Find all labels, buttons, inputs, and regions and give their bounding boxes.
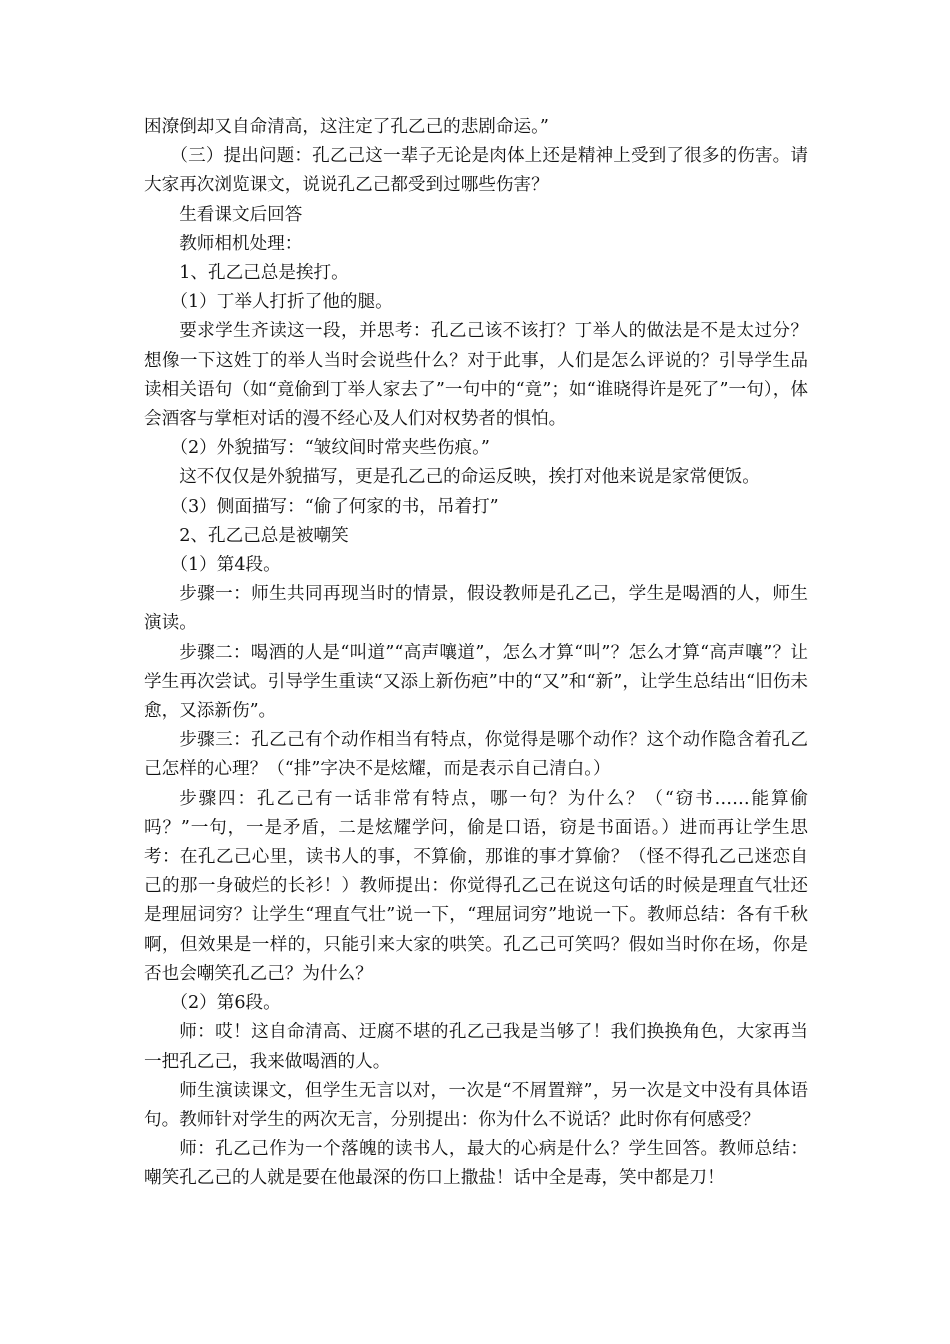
paragraph: 师：哎！这自命清高、迂腐不堪的孔乙己我是当够了！我们换换角色，大家再当一把孔乙己，我来做喝酒的人。 bbox=[144, 1022, 808, 1072]
list-heading: 2、孔乙己总是被嘲笑 bbox=[179, 525, 349, 546]
sub-heading: （1）第4段。 bbox=[170, 555, 281, 576]
paragraph: 这不仅仅是外貌描写，更是孔乙己的命运反映，挨打对他来说是家常便饭。 bbox=[179, 467, 760, 488]
document-page bbox=[144, 113, 808, 1194]
paragraph: （三）提出问题：孔乙己这一辈子无论是肉体上还是精神上受到了很多的伤害。请大家再次浏览课文，说说孔乙己都受到过哪些伤害？ bbox=[144, 146, 808, 196]
paragraph: 生看课文后回答 bbox=[179, 204, 303, 225]
paragraph: 步骤三：孔乙己有个动作相当有特点，你觉得是哪个动作？这个动作隐含着孔乙己怎样的心理？（“排”字决不是炫耀，而是表示自己清白。） bbox=[144, 730, 808, 780]
paragraph: 师：孔乙己作为一个落魄的读书人，最大的心病是什么？学生回答。教师总结：嘲笑孔乙己的人就是要在他最深的伤口上撒盐！话中全是毒，笑中都是刀！ bbox=[144, 1139, 808, 1189]
sub-heading: （1）丁举人打折了他的腿。 bbox=[170, 292, 393, 313]
paragraph: 师生演读课文，但学生无言以对，一次是“不屑置辩”，另一次是文中没有具体语句。教师针对学生的两次无言，分别提出：你为什么不说话？此时你有何感受？ bbox=[144, 1080, 808, 1130]
paragraph: 步骤二：喝酒的人是“叫道”“高声嚷道”，怎么才算“叫”？怎么才算“高声嚷”？让学生再次尝试。引导学生重读“又添上新伤疤”中的“又”和“新”，让学生总结出“旧伤未愈，又添新伤”。 bbox=[144, 642, 808, 722]
sub-heading: （2）第6段。 bbox=[170, 993, 281, 1014]
paragraph: 步骤一：师生共同再现当时的情景，假设教师是孔乙己，学生是喝酒的人，师生演读。 bbox=[144, 584, 808, 634]
sub-heading: （2）外貌描写：“皱纹间时常夹些伤痕。” bbox=[170, 438, 490, 459]
paragraph: 困潦倒却又自命清高，这注定了孔乙己的悲剧命运。” bbox=[144, 117, 549, 137]
list-heading: 1、孔乙己总是挨打。 bbox=[179, 263, 349, 284]
paragraph: 教师相机处理： bbox=[179, 233, 303, 254]
sub-heading: （3）侧面描写：“偷了何家的书，吊着打” bbox=[170, 496, 499, 517]
paragraph: 要求学生齐读这一段，并思考：孔乙己该不该打？丁举人的做法是不是太过分？想像一下这姓丁的举人当时会说些什么？对于此事，人们是怎么评说的？引导学生品读相关语句（如“竟偷到丁举人家去了”一句中的“竟”；如“谁晓得许是死了”一句），体会酒客与掌柜对话的漫不经心及人们对权势者的惧怕。 bbox=[144, 321, 808, 430]
paragraph: 步骤四：孔乙己有一话非常有特点，哪一句？为什么？（“窃书……能算偷吗？”一句，一是矛盾，二是炫耀学问，偷是口语，窃是书面语。）进而再让学生思考：在孔乙己心里，读书人的事，不算偷，那谁的事才算偷？（怪不得孔乙己迷恋自己的那一身破烂的长衫！）教师提出：你觉得孔乙己在说这句话的时候是理直气壮还是理屈词穷？让学生“理直气壮”说一下，“理屈词穷”地说一下。教师总结：各有千秋啊，但效果是一样的，只能引来大家的哄笑。孔乙己可笑吗？假如当时你在场，你是否也会嘲笑孔乙己？为什么？ bbox=[144, 788, 808, 984]
